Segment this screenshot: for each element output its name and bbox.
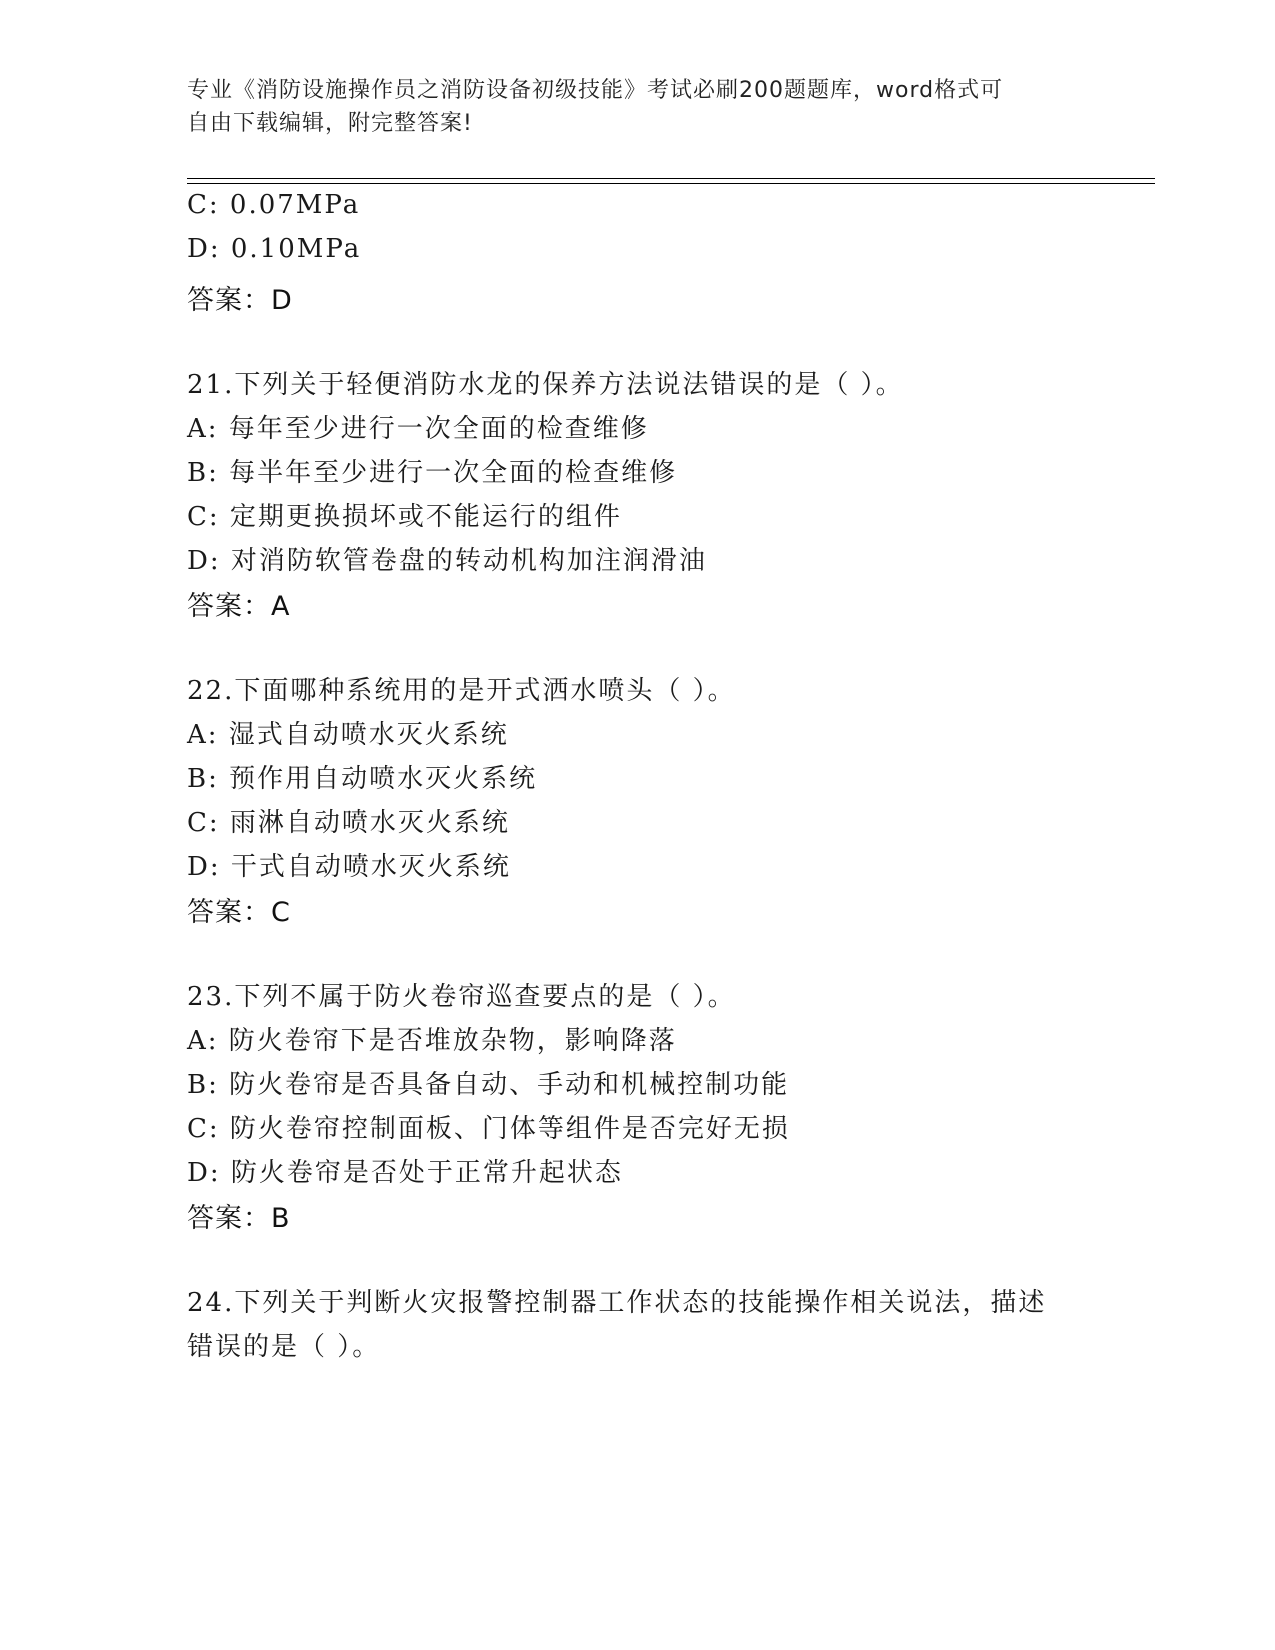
answer-label: 答案：B	[187, 1203, 291, 1234]
option-a: A: 湿式自动喷水灭火系统	[187, 720, 509, 750]
option-a: A: 防火卷帘下是否堆放杂物，影响降落	[187, 1026, 677, 1056]
header-title-line-1: 专业《消防设施操作员之消防设备初级技能》考试必刷200题题库，word格式可	[187, 78, 1004, 103]
option-d: D: 对消防软管卷盘的转动机构加注润滑油	[187, 546, 707, 576]
option-c: C: 定期更换损坏或不能运行的组件	[187, 502, 622, 532]
header-title-line-2: 自由下载编辑，附完整答案!	[187, 111, 473, 136]
question-stem: 22.下面哪种系统用的是开式洒水喷头（ ）。	[187, 676, 736, 706]
question-stem: 23.下列不属于防火卷帘巡查要点的是（ ）。	[187, 982, 736, 1012]
answer-label: 答案：C	[187, 897, 291, 928]
header-divider-top	[187, 178, 1155, 179]
question-stem-line-2: 错误的是（ ）。	[187, 1332, 381, 1362]
question-stem-line-1: 24.下列关于判断火灾报警控制器工作状态的技能操作相关说法，描述	[187, 1288, 1047, 1318]
option-d: D: 干式自动喷水灭火系统	[187, 852, 511, 882]
option-b: B: 预作用自动喷水灭火系统	[187, 764, 538, 794]
option-b: B: 每半年至少进行一次全面的检查维修	[187, 458, 678, 488]
document-header	[187, 74, 1087, 140]
option-d: D: 0.10MPa	[187, 234, 362, 264]
question-stem: 21.下列关于轻便消防水龙的保养方法说法错误的是（ ）。	[187, 370, 904, 400]
option-c: C: 0.07MPa	[187, 190, 361, 220]
option-c: C: 防火卷帘控制面板、门体等组件是否完好无损	[187, 1114, 790, 1144]
option-b: B: 防火卷帘是否具备自动、手动和机械控制功能	[187, 1070, 790, 1100]
header-divider-bottom	[187, 183, 1155, 184]
option-c: C: 雨淋自动喷水灭火系统	[187, 808, 510, 838]
answer-label: 答案：A	[187, 591, 291, 622]
option-a: A: 每年至少进行一次全面的检查维修	[187, 414, 649, 444]
answer-label: 答案：D	[187, 285, 293, 316]
option-d: D: 防火卷帘是否处于正常升起状态	[187, 1158, 623, 1188]
